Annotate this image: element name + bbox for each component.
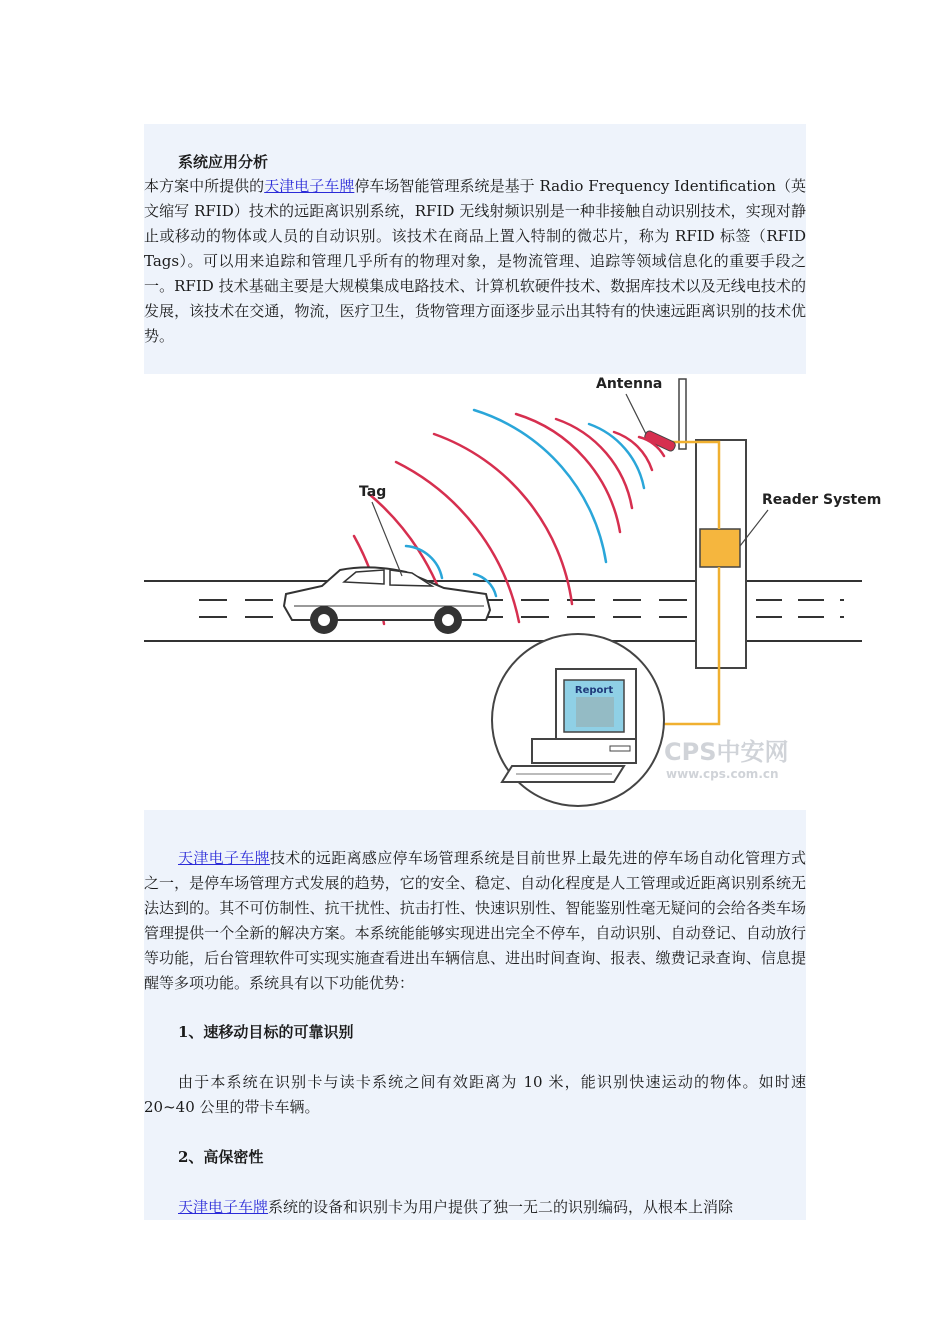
rfid-diagram	[144, 374, 882, 810]
intro-paragraph	[144, 174, 806, 349]
car	[284, 567, 490, 634]
feature-2-text: 系统的设备和识别卡为用户提供了独一无二的识别编码，从根本上消除	[268, 1198, 734, 1216]
feature-2-heading: 2、高保密性	[178, 1148, 264, 1166]
overview-paragraph	[144, 846, 806, 996]
antenna-pointer	[626, 394, 646, 434]
reader-system-label: Reader System	[762, 492, 882, 508]
overview-text: 技术的远距离感应停车场管理系统是目前世界上最先进的停车场自动化管理方式之一，是停车场管理方式发展的趋势，它的安全、稳定、自动化程度是人工管理或近距离识别系统无法达到的。其不可仿制性、抗干扰性、抗击打性、快速识别性、智能鉴别性毫无疑问的会给各类车场管理提供一个全新的解决方案。本系统能能够实现进出完全不停车，自动识别、自动登记、自动放行等功能，后台管理软件可实现实施查看进出车辆信息、进出时间查询、报表、缴费记录查询、信息提醒等多项功能。系统具有以下功能优势：	[144, 849, 806, 992]
tianjin-plate-link-2[interactable]: 天津电子车牌	[178, 849, 270, 867]
feature-1-heading: 1、速移动目标的可靠识别	[178, 1023, 354, 1041]
tag-pointer	[372, 502, 402, 576]
tianjin-plate-link-3[interactable]: 天津电子车牌	[178, 1198, 269, 1216]
antenna-mast	[679, 379, 686, 449]
antenna-label: Antenna	[596, 376, 663, 392]
feature-1-text: 由于本系统在识别卡与读卡系统之间有效距离为 10 米，能识别快速运动的物体。如时速 20~40 公里的带卡车辆。	[144, 1073, 806, 1116]
watermark-url: www.cps.com.cn	[666, 767, 779, 781]
intro-text-before: 本方案中所提供的	[144, 177, 265, 195]
report-label: Report	[574, 685, 614, 696]
tianjin-plate-link[interactable]: 天津电子车牌	[264, 177, 355, 195]
reader-box	[700, 529, 740, 567]
document-body	[144, 124, 882, 1220]
tag-label: Tag	[359, 484, 387, 500]
intro-text-after: 停车场智能管理系统是基于 Radio Frequency Identification（英文缩写 RFID）技术的远距离识别系统，RFID 无线射频识别是一种非接触自动识别技术，实现对静止或移动的物体或人员的自动识别。该技术在商品上置入特制的微芯片，称为 RFID 标签（RFID Tags）。可以用来追踪和管理几乎所有的物理对象，是物流管理、追踪等领域信息化的重要手段之一。RFID 技术基础主要是大规模集成电路技术、计算机软硬件技术、数据库技术以及无线电技术的发展，该技术在交通，物流，医疗卫生，货物管理方面逐步显示出其特有的快速远距离识别的技术优势。	[144, 177, 806, 345]
section-heading: 系统应用分析	[178, 153, 269, 171]
watermark-logo: CPS中安网	[664, 738, 789, 766]
feature-2-paragraph	[144, 1195, 806, 1220]
